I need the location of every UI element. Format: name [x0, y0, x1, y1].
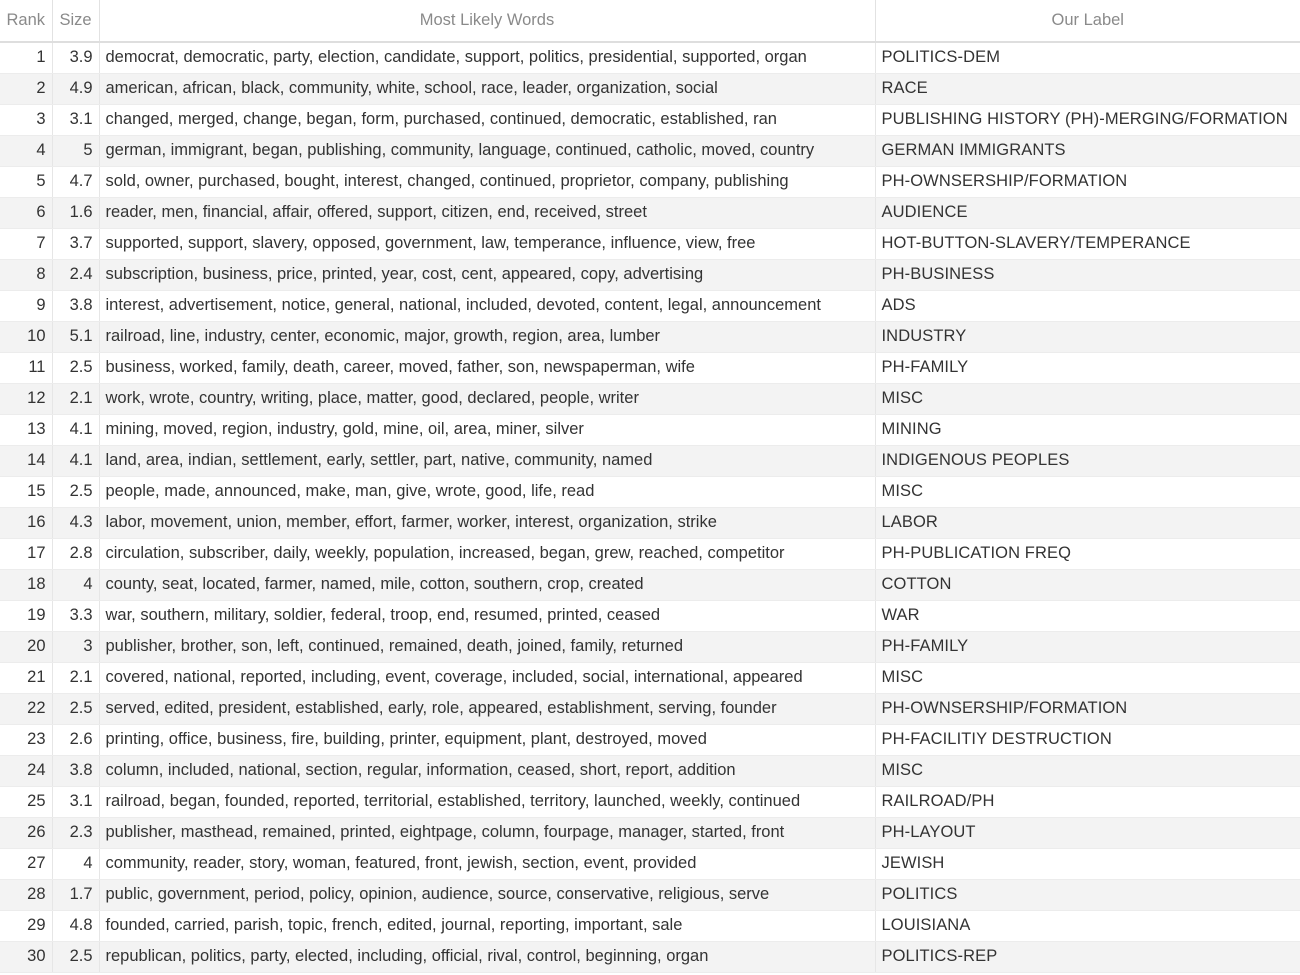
words-cell: column, included, national, section, regular, information, ceased, short, report, addition: [99, 755, 875, 786]
label-cell: PH-LAYOUT: [875, 817, 1300, 848]
size-cell: 3.8: [52, 290, 99, 321]
size-cell: 4: [52, 848, 99, 879]
label-cell: ADS: [875, 290, 1300, 321]
label-cell: GERMAN IMMIGRANTS: [875, 135, 1300, 166]
rank-cell: 10: [0, 321, 52, 352]
words-cell: mining, moved, region, industry, gold, mine, oil, area, miner, silver: [99, 414, 875, 445]
size-cell: 2.5: [52, 693, 99, 724]
rank-cell: 15: [0, 476, 52, 507]
size-cell: 3.1: [52, 104, 99, 135]
table-row: [0, 662, 1300, 693]
words-cell: printing, office, business, fire, building, printer, equipment, plant, destroyed, moved: [99, 724, 875, 755]
table-row: [0, 507, 1300, 538]
label-cell: POLITICS: [875, 879, 1300, 910]
size-cell: 4.9: [52, 73, 99, 104]
size-cell: 3.8: [52, 755, 99, 786]
table-row: [0, 228, 1300, 259]
words-cell: railroad, line, industry, center, economic, major, growth, region, area, lumber: [99, 321, 875, 352]
size-cell: 2.3: [52, 817, 99, 848]
rank-cell: 9: [0, 290, 52, 321]
table-body: [0, 42, 1300, 972]
label-cell: PUBLISHING HISTORY (PH)-MERGING/FORMATION: [875, 104, 1300, 135]
table-row: [0, 910, 1300, 941]
table-row: [0, 600, 1300, 631]
table-row: [0, 352, 1300, 383]
words-cell: war, southern, military, soldier, federal, troop, end, resumed, printed, ceased: [99, 600, 875, 631]
label-cell: POLITICS-REP: [875, 941, 1300, 972]
size-cell: 2.5: [52, 941, 99, 972]
table-row: [0, 879, 1300, 910]
label-cell: RACE: [875, 73, 1300, 104]
words-cell: county, seat, located, farmer, named, mile, cotton, southern, crop, created: [99, 569, 875, 600]
label-cell: LABOR: [875, 507, 1300, 538]
rank-cell: 8: [0, 259, 52, 290]
words-cell: work, wrote, country, writing, place, matter, good, declared, people, writer: [99, 383, 875, 414]
words-cell: public, government, period, policy, opinion, audience, source, conservative, religious, serve: [99, 879, 875, 910]
table-row: [0, 73, 1300, 104]
rank-cell: 1: [0, 42, 52, 73]
words-cell: railroad, began, founded, reported, territorial, established, territory, launched, weekly, continued: [99, 786, 875, 817]
rank-cell: 26: [0, 817, 52, 848]
size-cell: 1.6: [52, 197, 99, 228]
label-cell: COTTON: [875, 569, 1300, 600]
rank-cell: 16: [0, 507, 52, 538]
rank-cell: 24: [0, 755, 52, 786]
table-row: [0, 786, 1300, 817]
label-cell: PH-PUBLICATION FREQ: [875, 538, 1300, 569]
table-row: [0, 414, 1300, 445]
size-cell: 3: [52, 631, 99, 662]
label-cell: MISC: [875, 476, 1300, 507]
label-cell: POLITICS-DEM: [875, 42, 1300, 73]
words-cell: changed, merged, change, began, form, purchased, continued, democratic, established, ran: [99, 104, 875, 135]
table-row: [0, 848, 1300, 879]
label-cell: PH-OWNSERSHIP/FORMATION: [875, 693, 1300, 724]
table-row: [0, 631, 1300, 662]
words-cell: labor, movement, union, member, effort, farmer, worker, interest, organization, strike: [99, 507, 875, 538]
words-cell: sold, owner, purchased, bought, interest, changed, continued, proprietor, company, publishing: [99, 166, 875, 197]
words-cell: interest, advertisement, notice, general, national, included, devoted, content, legal, announcement: [99, 290, 875, 321]
table-row: [0, 693, 1300, 724]
words-cell: american, african, black, community, white, school, race, leader, organization, social: [99, 73, 875, 104]
label-cell: LOUISIANA: [875, 910, 1300, 941]
table-row: [0, 383, 1300, 414]
size-cell: 2.4: [52, 259, 99, 290]
size-cell: 4.3: [52, 507, 99, 538]
table-row: [0, 290, 1300, 321]
table-row: [0, 135, 1300, 166]
table-row: [0, 197, 1300, 228]
words-cell: founded, carried, parish, topic, french, edited, journal, reporting, important, sale: [99, 910, 875, 941]
table-row: [0, 569, 1300, 600]
words-cell: supported, support, slavery, opposed, government, law, temperance, influence, view, free: [99, 228, 875, 259]
rank-cell: 5: [0, 166, 52, 197]
rank-cell: 7: [0, 228, 52, 259]
table-row: [0, 476, 1300, 507]
label-cell: MISC: [875, 662, 1300, 693]
size-cell: 2.5: [52, 476, 99, 507]
header-size[interactable]: Size: [52, 0, 99, 42]
label-cell: PH-OWNSERSHIP/FORMATION: [875, 166, 1300, 197]
size-cell: 2.6: [52, 724, 99, 755]
rank-cell: 13: [0, 414, 52, 445]
size-cell: 3.9: [52, 42, 99, 73]
rank-cell: 18: [0, 569, 52, 600]
size-cell: 5: [52, 135, 99, 166]
rank-cell: 2: [0, 73, 52, 104]
words-cell: republican, politics, party, elected, including, official, rival, control, beginning, organ: [99, 941, 875, 972]
header-label[interactable]: Our Label: [875, 0, 1300, 42]
words-cell: community, reader, story, woman, featured, front, jewish, section, event, provided: [99, 848, 875, 879]
size-cell: 4.1: [52, 414, 99, 445]
size-cell: 4.8: [52, 910, 99, 941]
header-words[interactable]: Most Likely Words: [99, 0, 875, 42]
label-cell: PH-FACILITIY DESTRUCTION: [875, 724, 1300, 755]
rank-cell: 30: [0, 941, 52, 972]
label-cell: PH-BUSINESS: [875, 259, 1300, 290]
label-cell: MISC: [875, 383, 1300, 414]
size-cell: 1.7: [52, 879, 99, 910]
label-cell: PH-FAMILY: [875, 352, 1300, 383]
size-cell: 4: [52, 569, 99, 600]
rank-cell: 3: [0, 104, 52, 135]
words-cell: served, edited, president, established, early, role, appeared, establishment, serving, founder: [99, 693, 875, 724]
label-cell: HOT-BUTTON-SLAVERY/TEMPERANCE: [875, 228, 1300, 259]
words-cell: land, area, indian, settlement, early, settler, part, native, community, named: [99, 445, 875, 476]
label-cell: RAILROAD/PH: [875, 786, 1300, 817]
words-cell: german, immigrant, began, publishing, community, language, continued, catholic, moved, country: [99, 135, 875, 166]
words-cell: democrat, democratic, party, election, candidate, support, politics, presidential, supported, organ: [99, 42, 875, 73]
size-cell: 2.1: [52, 383, 99, 414]
table-row: [0, 724, 1300, 755]
label-cell: JEWISH: [875, 848, 1300, 879]
size-cell: 2.1: [52, 662, 99, 693]
label-cell: INDUSTRY: [875, 321, 1300, 352]
words-cell: publisher, masthead, remained, printed, eightpage, column, fourpage, manager, started, front: [99, 817, 875, 848]
label-cell: PH-FAMILY: [875, 631, 1300, 662]
label-cell: AUDIENCE: [875, 197, 1300, 228]
size-cell: 4.1: [52, 445, 99, 476]
table-row: [0, 941, 1300, 972]
label-cell: MISC: [875, 755, 1300, 786]
rank-cell: 4: [0, 135, 52, 166]
rank-cell: 21: [0, 662, 52, 693]
rank-cell: 20: [0, 631, 52, 662]
table-row: [0, 817, 1300, 848]
size-cell: 3.1: [52, 786, 99, 817]
rank-cell: 23: [0, 724, 52, 755]
table-row: [0, 104, 1300, 135]
words-cell: circulation, subscriber, daily, weekly, population, increased, began, grew, reached, competitor: [99, 538, 875, 569]
rank-cell: 12: [0, 383, 52, 414]
rank-cell: 14: [0, 445, 52, 476]
words-cell: business, worked, family, death, career, moved, father, son, newspaperman, wife: [99, 352, 875, 383]
table-row: [0, 538, 1300, 569]
size-cell: 2.5: [52, 352, 99, 383]
header-row: [0, 0, 1300, 42]
words-cell: reader, men, financial, affair, offered, support, citizen, end, received, street: [99, 197, 875, 228]
size-cell: 3.7: [52, 228, 99, 259]
size-cell: 3.3: [52, 600, 99, 631]
words-cell: subscription, business, price, printed, year, cost, cent, appeared, copy, advertising: [99, 259, 875, 290]
table-row: [0, 42, 1300, 73]
rank-cell: 22: [0, 693, 52, 724]
rank-cell: 11: [0, 352, 52, 383]
rank-cell: 27: [0, 848, 52, 879]
words-cell: people, made, announced, make, man, give, wrote, good, life, read: [99, 476, 875, 507]
label-cell: WAR: [875, 600, 1300, 631]
table-row: [0, 445, 1300, 476]
rank-cell: 19: [0, 600, 52, 631]
size-cell: 5.1: [52, 321, 99, 352]
size-cell: 4.7: [52, 166, 99, 197]
table-row: [0, 259, 1300, 290]
label-cell: INDIGENOUS PEOPLES: [875, 445, 1300, 476]
table-row: [0, 321, 1300, 352]
header-rank[interactable]: Rank: [0, 0, 52, 42]
table-row: [0, 755, 1300, 786]
rank-cell: 25: [0, 786, 52, 817]
table-row: [0, 166, 1300, 197]
size-cell: 2.8: [52, 538, 99, 569]
rank-cell: 28: [0, 879, 52, 910]
words-cell: publisher, brother, son, left, continued, remained, death, joined, family, returned: [99, 631, 875, 662]
rank-cell: 17: [0, 538, 52, 569]
label-cell: MINING: [875, 414, 1300, 445]
words-cell: covered, national, reported, including, event, coverage, included, social, international, appeared: [99, 662, 875, 693]
rank-cell: 6: [0, 197, 52, 228]
rank-cell: 29: [0, 910, 52, 941]
